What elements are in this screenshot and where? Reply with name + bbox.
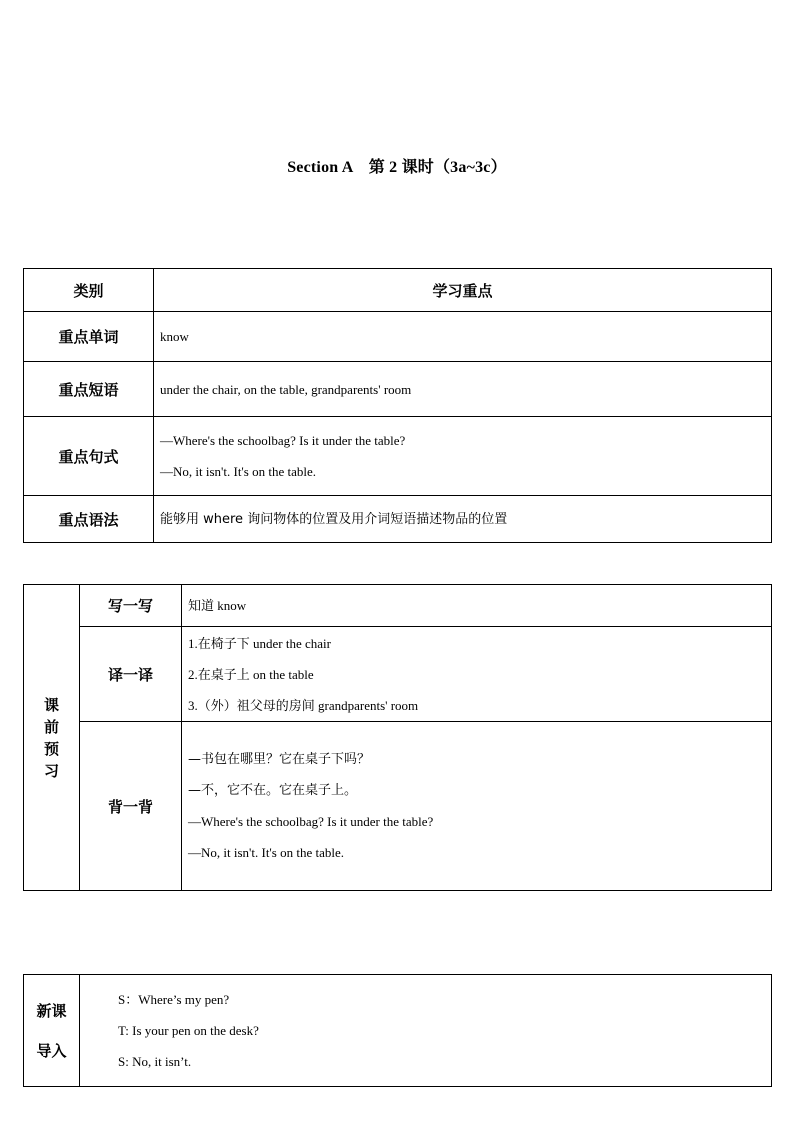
table-row (24, 975, 772, 1087)
header-focus: 学习重点 (154, 269, 772, 312)
section-label-char: 前 (43, 717, 59, 736)
intro-table (23, 974, 772, 1087)
content-line: 能够用 where 询问物体的位置及用介词短语描述物品的位置 (160, 511, 508, 527)
row-content (154, 362, 772, 417)
row-content (182, 722, 772, 891)
content-line: —Where's the schoolbag? Is it under the table? (160, 433, 406, 448)
page-title: Section A 第 2 课时（3a~3c） (287, 159, 507, 176)
section-label-char: 习 (43, 761, 59, 780)
dialogue-line: T: Is your pen on the desk? (118, 1023, 259, 1038)
section-label-line: 导入 (36, 1041, 67, 1060)
row-content (182, 585, 772, 627)
row-label: 背一背 (80, 722, 182, 891)
intro-content (80, 975, 772, 1087)
row-content (182, 627, 772, 722)
section-label-line: 新课 (36, 1001, 67, 1020)
dialogue-line: S: No, it isn’t. (118, 1054, 192, 1069)
section-label-preview (24, 585, 80, 891)
table-row (24, 722, 772, 891)
table-row (24, 585, 772, 627)
content-line: know (160, 329, 189, 344)
dialogue-line: S：Where’s my pen? (118, 992, 230, 1007)
header-category: 类别 (24, 269, 154, 312)
section-label-char: 课 (43, 695, 59, 714)
table-row (24, 362, 772, 417)
content-line: —书包在哪里？它在桌子下吗？ (188, 752, 371, 767)
content-line: under the chair, on the table, grandparents' room (160, 381, 412, 397)
row-label: 重点语法 (24, 496, 154, 543)
section-label-char: 预 (43, 739, 59, 758)
content-line: —Where's the schoolbag? Is it under the table? (188, 814, 434, 829)
content-line: —No, it isn't. It's on the table. (188, 845, 344, 860)
row-label: 写一写 (80, 585, 182, 627)
table-header-row (24, 269, 772, 312)
row-label: 译一译 (80, 627, 182, 722)
table-row (24, 627, 772, 722)
section-label-intro (24, 975, 80, 1087)
content-line: 3.（外）祖父母的房间 grandparents' room (188, 697, 419, 713)
content-line: 1.在椅子下 under the chair (188, 635, 331, 651)
content-line: —不，它不在。它在桌子上。 (188, 783, 358, 798)
content-line: —No, it isn't. It's on the table. (160, 464, 316, 479)
focus-table (23, 268, 772, 543)
row-label: 重点单词 (24, 312, 154, 362)
row-label: 重点句式 (24, 417, 154, 496)
content-line: 知道 know (188, 598, 247, 613)
table-row (24, 496, 772, 543)
table-row (24, 417, 772, 496)
row-content (154, 496, 772, 543)
table-row (24, 312, 772, 362)
content-line: 2.在桌子上 on the table (188, 666, 314, 682)
row-label: 重点短语 (24, 362, 154, 417)
preview-table (23, 584, 772, 891)
row-content (154, 417, 772, 496)
row-content (154, 312, 772, 362)
